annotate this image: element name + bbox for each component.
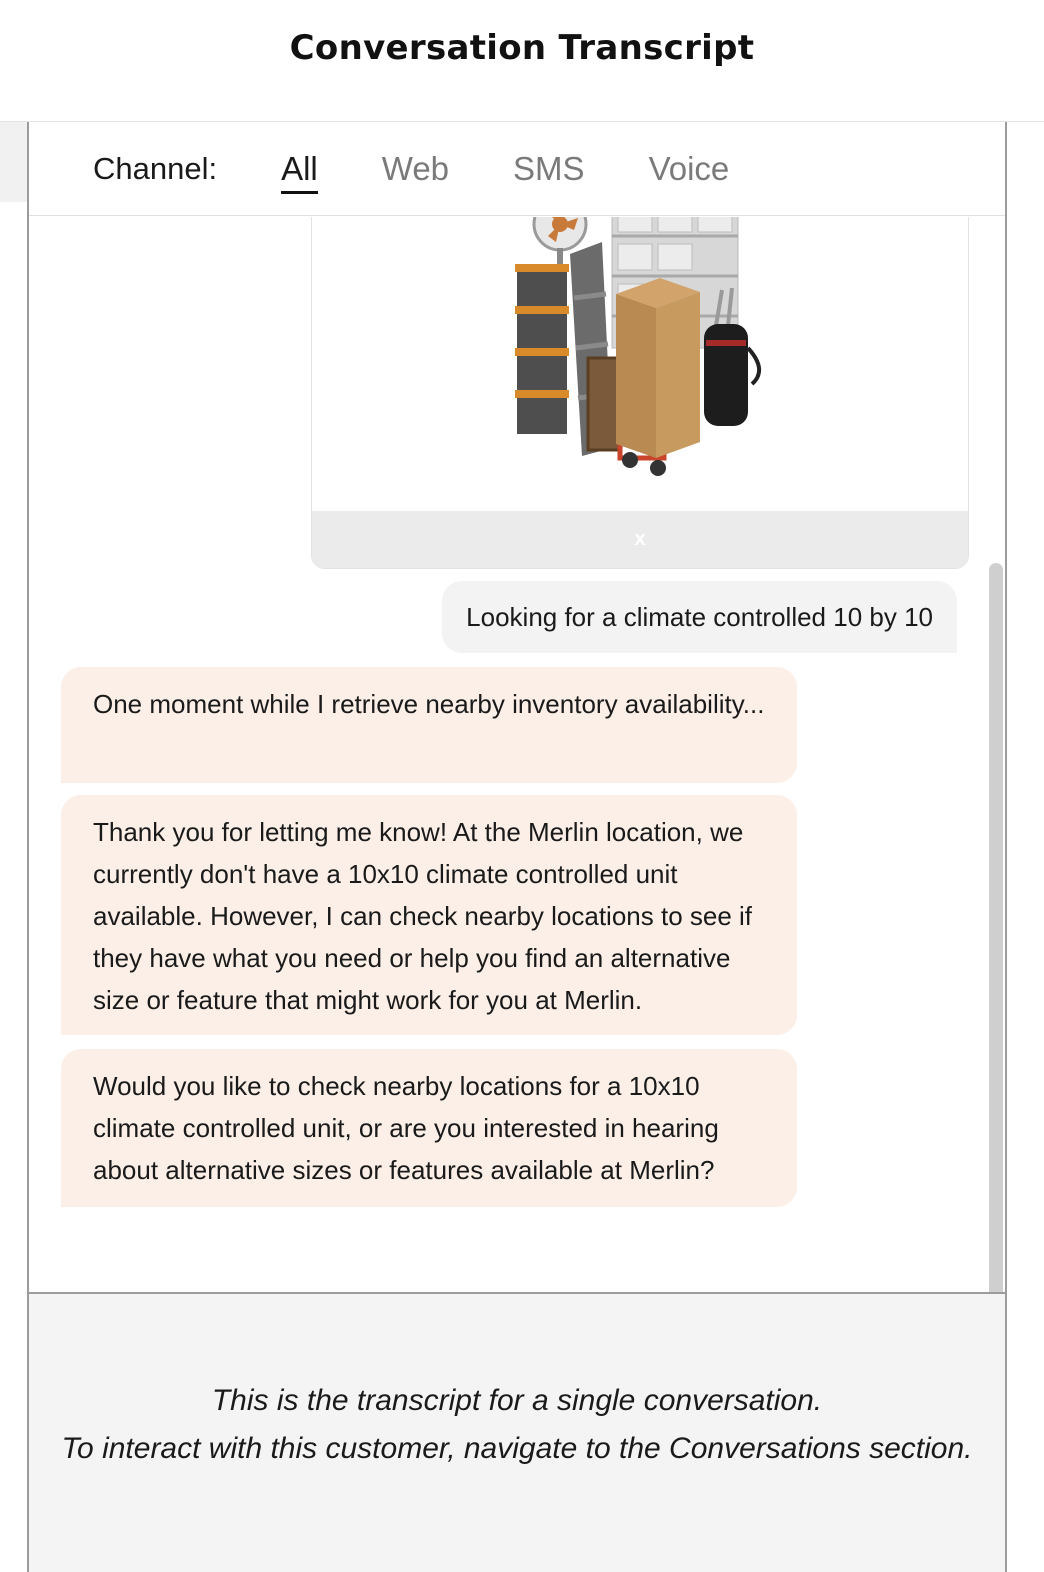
channel-tabs: [29, 122, 1005, 216]
bot-message: Would you like to check nearby locations for a 10x10 climate controlled unit, or are you interested in hearing about alternative sizes or features available at Merlin?: [61, 1049, 797, 1207]
tab-web[interactable]: Web: [381, 149, 450, 187]
tab-voice[interactable]: Voice: [648, 149, 730, 187]
scrollbar-thumb[interactable]: [989, 563, 1003, 1292]
tab-all[interactable]: All: [281, 149, 318, 187]
notice-line-2: To interact with this customer, navigate to the Conversations section.: [61, 1432, 973, 1465]
tab-sms[interactable]: SMS: [513, 149, 585, 187]
side-panel-edge: [0, 122, 27, 202]
cardboard-boxes: [616, 278, 700, 458]
channel-label: Channel:: [93, 150, 218, 186]
page-header: [0, 0, 1044, 122]
stacked-bins: [515, 264, 569, 434]
transcript-panel: [27, 122, 1007, 1294]
bot-message: One moment while I retrieve nearby inventory availability...: [61, 667, 797, 783]
page-title: Conversation Transcript: [289, 27, 755, 68]
storage-items-illustration: [312, 217, 968, 512]
user-message: Looking for a climate controlled 10 by 10: [442, 581, 957, 653]
picture-frames: [588, 358, 620, 450]
message-list[interactable]: [29, 217, 1005, 1292]
notice-line-1: This is the transcript for a single conversation.: [211, 1384, 823, 1417]
storage-items-image: [312, 217, 968, 512]
close-image-button[interactable]: x: [312, 511, 968, 568]
transcript-notice: [27, 1294, 1007, 1572]
bot-message: Thank you for letting me know! At the Merlin location, we currently don't have a 10x10 climate controlled unit available. However, I can check nearby locations to see if they have what you need or help you find an alternative size or feature that might work for you at Merlin.: [61, 795, 797, 1035]
image-attachment-card: [311, 217, 969, 569]
